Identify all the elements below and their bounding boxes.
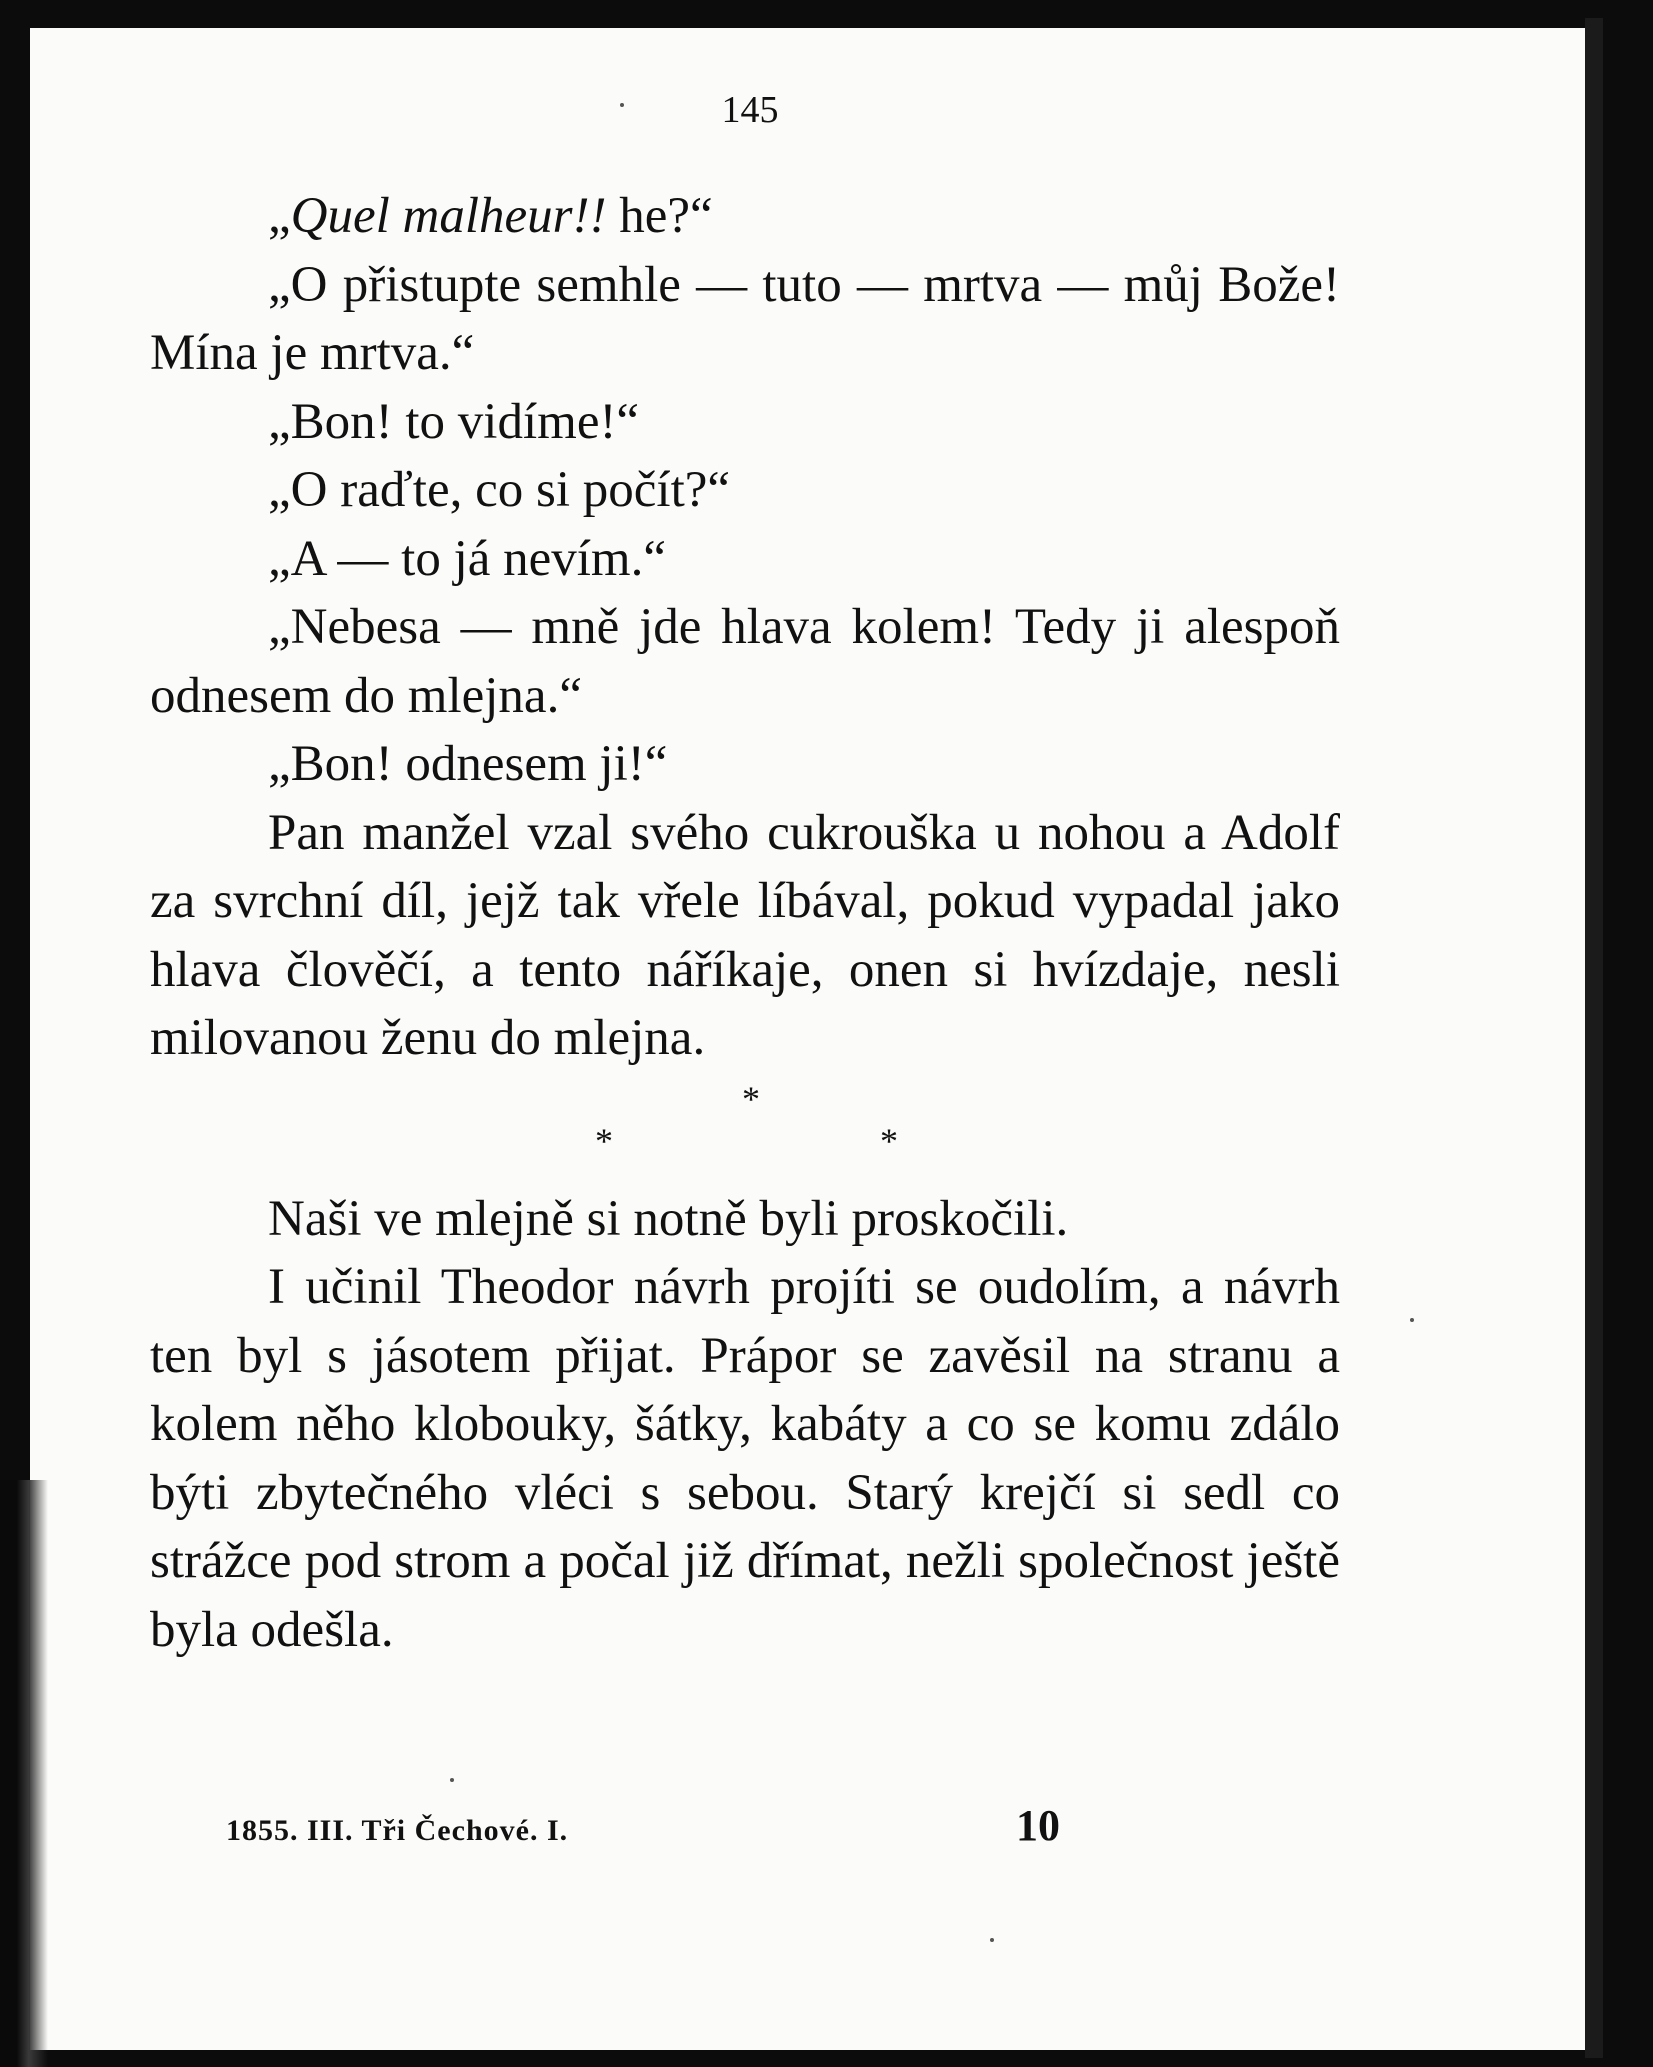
dialogue-line: „Nebesa — mně jde hlava kolem! Tedy ji alespoň odnesem do mlejna.“	[150, 599, 1340, 724]
page-footer	[226, 1800, 1326, 1860]
main-text	[150, 182, 1340, 1664]
dialogue-line: „Bon! to vidíme!“	[268, 393, 640, 450]
paper-speck	[620, 103, 624, 107]
binding-shadow	[0, 1480, 48, 2067]
printer-signature: 1855. III. Tři Čechové. I.	[226, 1814, 569, 1847]
narrative-paragraph: Pan manžel vzal svého cukrouška u nohou a Adolf za svrchní díl, jejž tak vřele líbával, pokud vypadal jako hlava člověčí, a tento náříkaje, onen si hvízdaje, nesli milovanou ženu do mlejna.	[150, 804, 1340, 1066]
paper-speck	[1410, 1318, 1414, 1322]
paper-speck	[450, 1778, 454, 1782]
italic-phrase: Quel malheur!!	[290, 188, 607, 244]
section-break	[150, 1073, 1340, 1185]
asterisk: *	[742, 1078, 760, 1119]
paper-speck	[990, 1938, 994, 1942]
dialogue-line: „O raďte, co si počít?“	[268, 462, 731, 518]
dialogue-line: „Quel malheur!! he?“	[268, 188, 713, 244]
dialogue-line: „A — to já nevím.“	[268, 530, 666, 587]
narrative-paragraph: I učinil Theodor návrh projíti se oudolím, a návrh ten byl s jásotem přijat. Prápor se zavěsil na stranu a kolem něho klobouky, šátky, kabáty a co se komu zdálo býti zbytečného vléci s sebou. Starý krejčí si sedl co strážce pod strom a počal již dřímat, nežli společnost ještě byla odešla.	[150, 1259, 1340, 1658]
asterisk: *	[880, 1120, 898, 1161]
page-number: 145	[721, 89, 779, 131]
narrative-paragraph: Naši ve mlejně si notně byli proskočili.	[268, 1190, 1069, 1247]
page-edge-shadow	[1585, 18, 1603, 2058]
dialogue-line: „Bon! odnesem ji!“	[268, 736, 668, 792]
dialogue-line: „O přistupte semhle — tuto — mrtva — můj Bože! Mína je mrtva.“	[150, 256, 1340, 381]
sheet-number: 10	[1016, 1801, 1060, 1850]
asterisk: *	[595, 1120, 613, 1161]
